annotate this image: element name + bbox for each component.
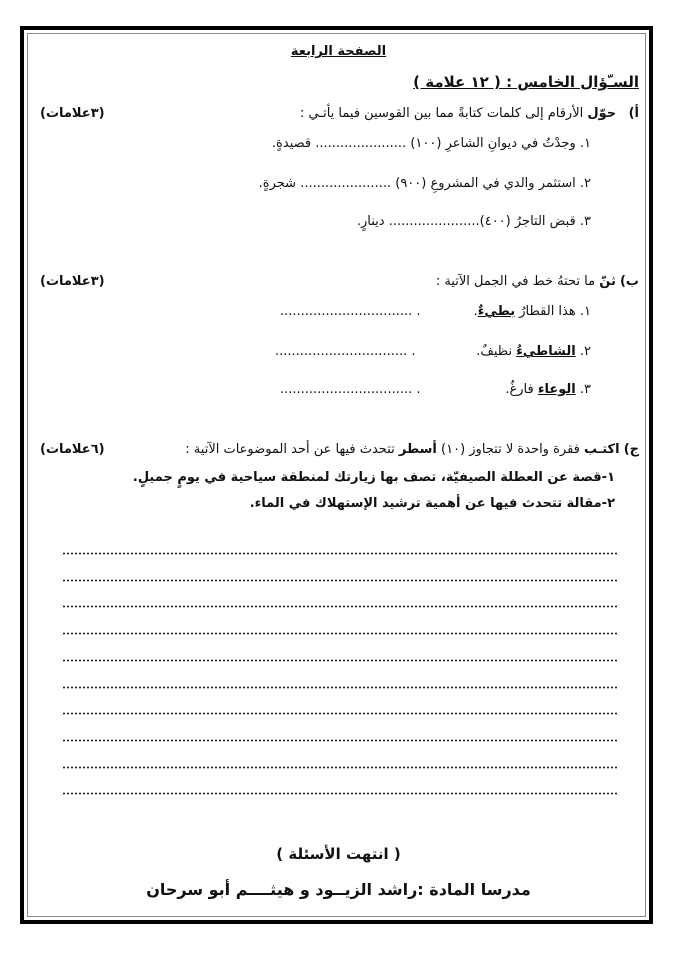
section-b-marks: (٣علامات) [40,274,105,289]
underlined-word: الوعاء [537,382,576,397]
item-number: ٣. [579,382,591,397]
answer-line[interactable] [62,686,617,689]
question-title: السـّؤال الخامس : ( ١٢ علامة ) [413,73,639,91]
item-text-after: نظيفٌ. [476,344,513,359]
answer-line[interactable] [62,739,617,742]
answer-line[interactable] [62,605,617,608]
section-b-item-2 [476,344,591,359]
item-text-after: قصيدةٍ. [271,136,312,151]
section-a-marks: (٣علامات) [40,106,105,121]
answer-line[interactable] [62,712,617,715]
item-number: ٣. [579,214,591,229]
section-a-item-1 [272,136,591,151]
section-b-instruction [436,274,639,289]
section-a-verb: حوّل [587,106,617,121]
section-c-topic-1: ١-قصة عن العطلة الصيفيّة، تصف بها زيارتك لمنطقة سياحية في يومٍ جميلٍ. [132,470,615,485]
section-c-bold-2: أسطر [398,442,437,457]
section-b-answer-2[interactable]: ................................ . [275,344,416,359]
section-a-label: أ) [628,106,639,121]
section-b-verb: ثنّ [599,274,616,289]
section-c-text-1: فقرة واحدة لا تتجاوز (١٠) [441,442,580,457]
section-a-item-2 [259,176,591,191]
item-number: ١. [579,304,591,319]
answer-line[interactable] [62,579,617,582]
underlined-word: بطيءٌ [477,304,516,319]
section-b-answer-1[interactable]: ................................ . [280,304,421,319]
answer-line[interactable] [62,552,617,555]
section-b-item-1 [474,304,591,319]
item-text: استثمر والدي في المشروعِ [430,176,576,191]
teachers-names: مدرسا المادة :راشد الزيــود و هيثــــم أبو سرحان [146,880,531,899]
page-title [0,44,677,59]
item-numeral: (١٠٠) [410,136,442,151]
section-c-verb: اكتـب [584,442,620,457]
answer-blank[interactable]: ...................... [388,214,480,229]
page-title-text: الصفحة الرابعة [290,44,387,59]
item-number: ١. [579,136,591,151]
item-text: وجدْتُ في ديوانِ الشاعرِ [445,136,576,151]
section-c-marks: (٦علامات) [40,442,105,457]
item-text-after: شجرةٍ. [258,176,297,191]
section-c-label: ج) [623,442,639,457]
item-text: هذا القطارُ [519,304,576,319]
item-numeral: (٤٠٠) [479,214,511,229]
item-numeral: (٩٠٠) [395,176,427,191]
answer-line[interactable] [62,632,617,635]
section-a-instruction [300,106,639,121]
section-a-item-3 [357,214,591,229]
section-b-item-3 [505,382,591,397]
item-number: ٢. [579,176,591,191]
section-c-topic-2: ٢-مقالة تتحدث فيها عن أهمية ترشيد الإستهلاك في الماء. [249,496,615,511]
section-b-text: ما تحتهُ خط في الجمل الآتية : [435,274,596,289]
section-b-answer-3[interactable]: ................................ . [280,382,421,397]
answer-line[interactable] [62,659,617,662]
item-text-after: فارغٌ. [505,382,534,397]
item-text: قبض التاجرُ [514,214,576,229]
section-c-text-2: تتحدث فيها عن أحد الموضوعات الآتية : [185,442,395,457]
end-of-questions: ( انتهت الأسئلة ) [276,845,401,863]
section-b-label: ب) [619,274,639,289]
answer-line[interactable] [62,792,617,795]
section-a-text: الأرقام إلى كلمات كتابةً مما بين القوسين فيما يأتـي : [299,106,584,121]
answer-blank[interactable]: ...................... [300,176,392,191]
item-number: ٢. [579,344,591,359]
section-c-instruction [185,442,639,457]
underlined-word: الشاطيءُ [516,344,576,359]
answer-line[interactable] [62,766,617,769]
item-text-after: . [473,304,478,319]
answer-blank[interactable]: ...................... [315,136,407,151]
item-text-after: دينارٍ. [356,214,385,229]
